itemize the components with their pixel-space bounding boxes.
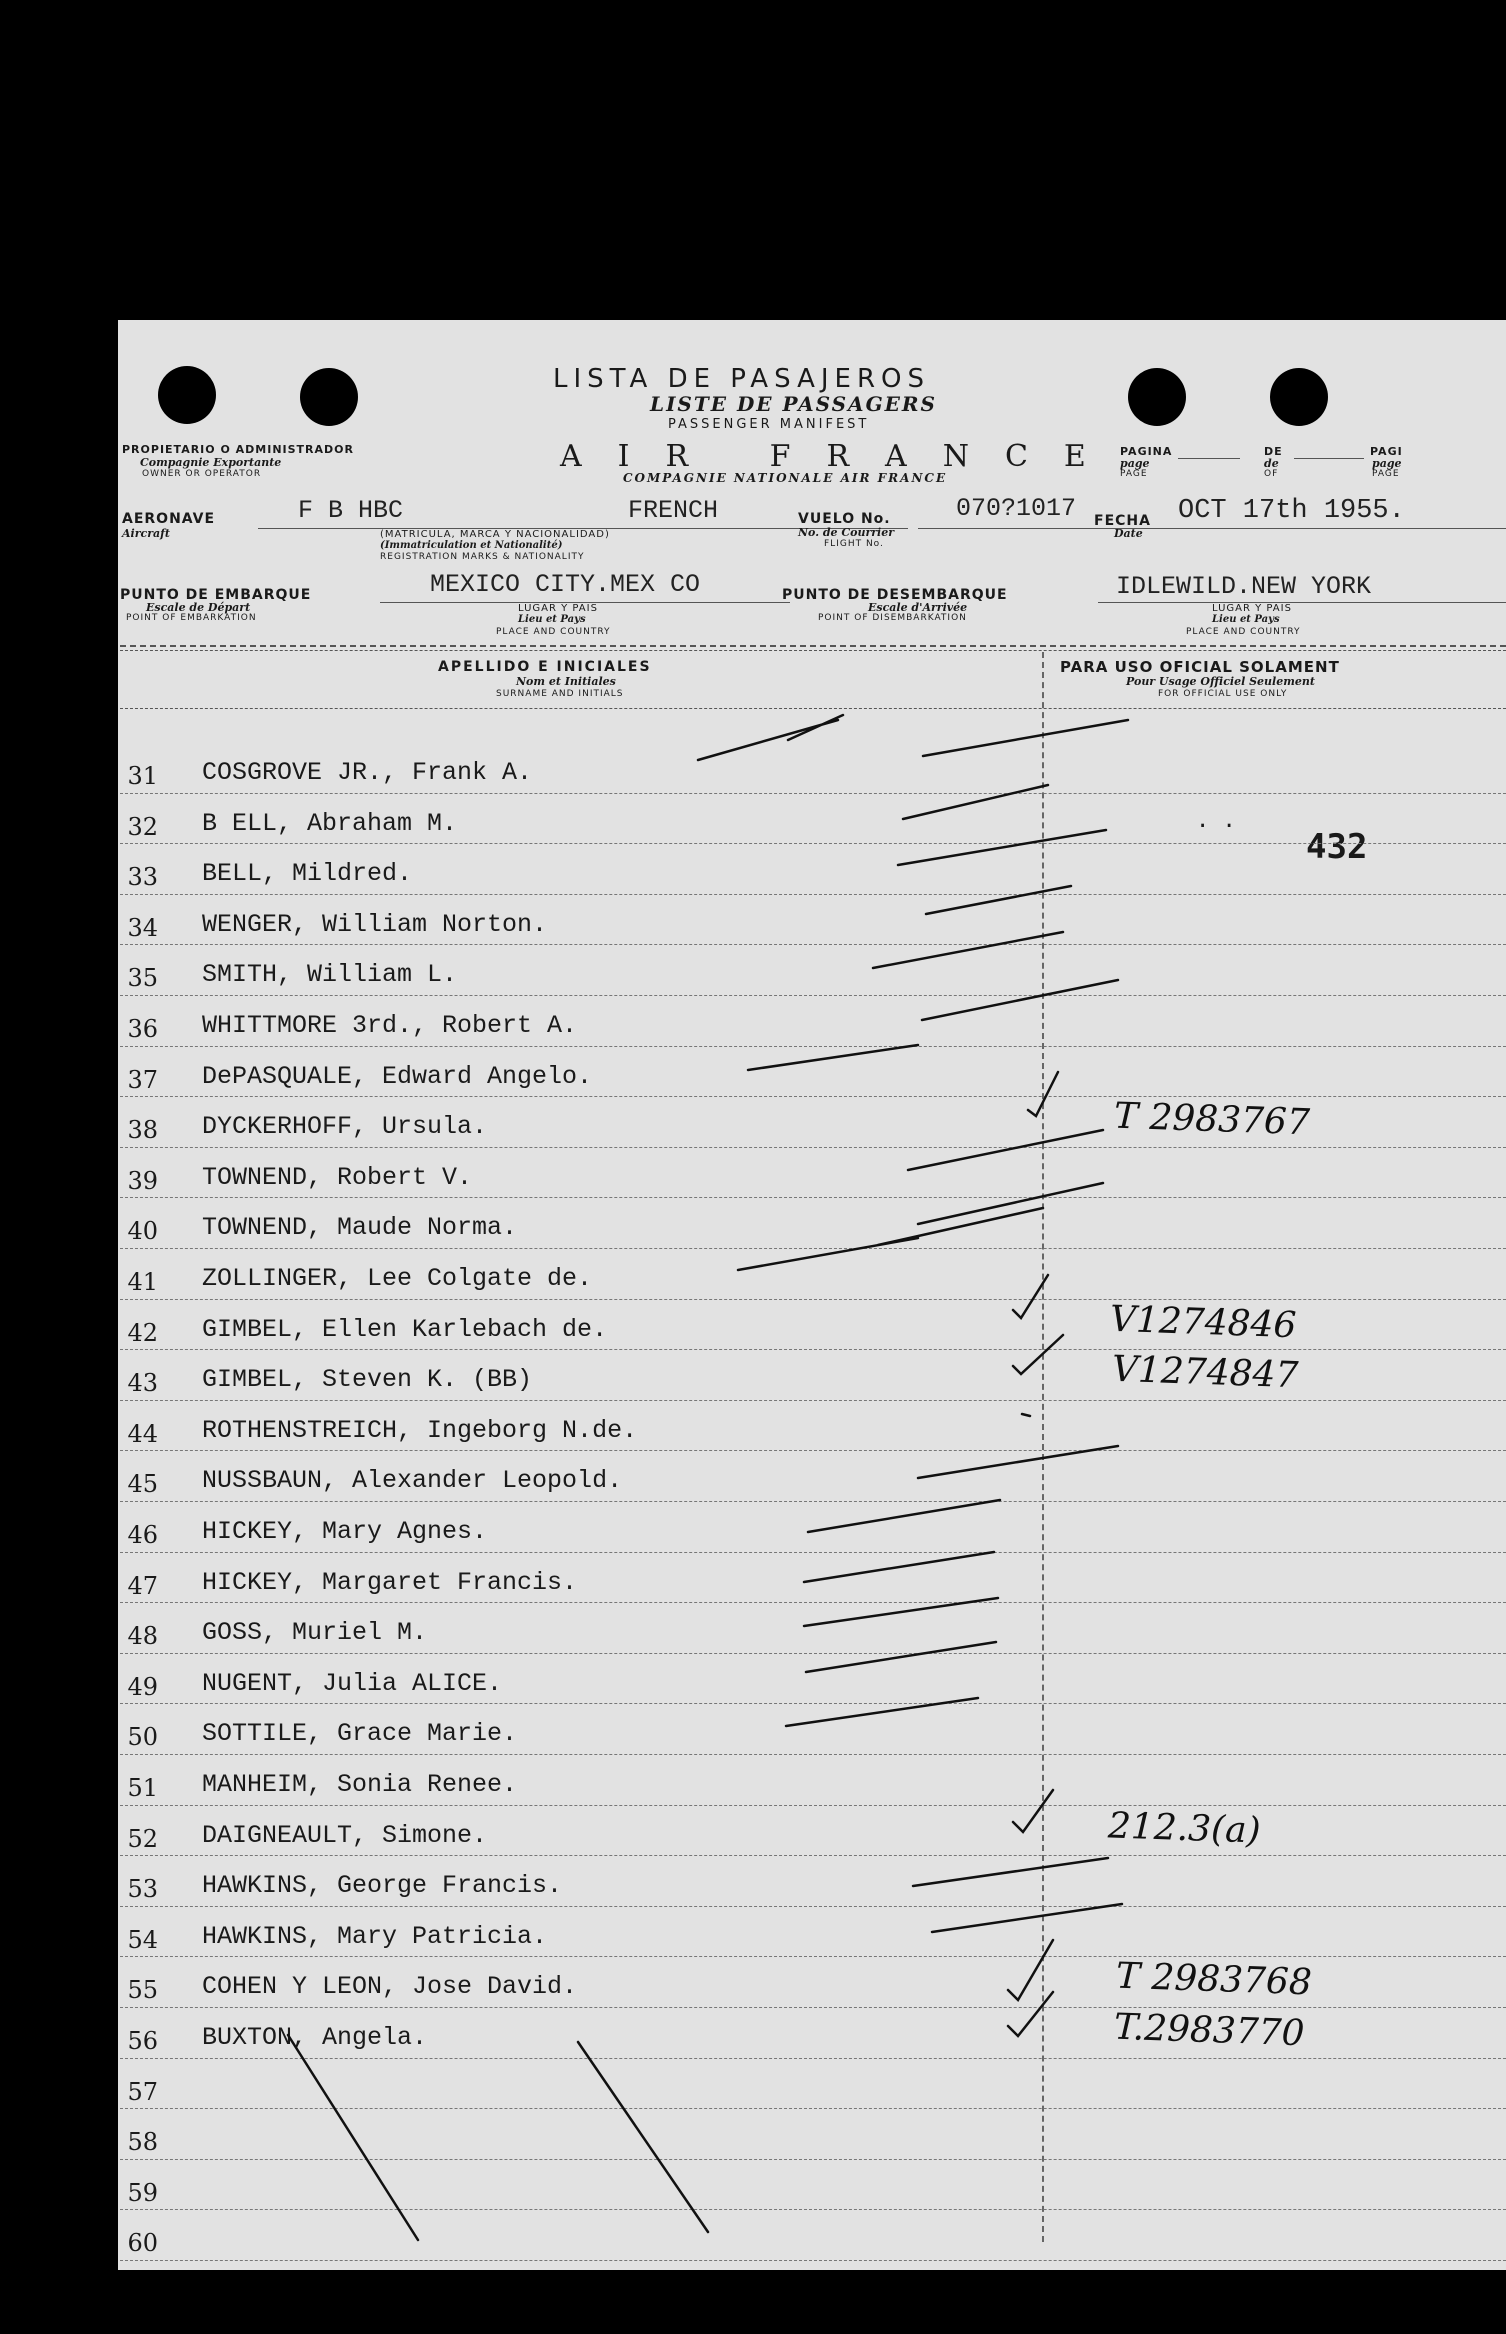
passenger-name: SOTTILE, Grace Marie.	[202, 1719, 518, 1749]
aircraft-nationality: FRENCH	[628, 496, 719, 525]
column-name-fr: Nom et Initiales	[516, 675, 616, 688]
disembark-place: IDLEWILD.NEW YORK	[1116, 572, 1372, 601]
official-note: T 2983767	[1113, 1095, 1311, 1144]
handwritten-marks	[118, 320, 1506, 2270]
passenger-name: ROTHENSTREICH, Ingeborg N.de.	[202, 1415, 638, 1445]
row-number: 46	[127, 1521, 158, 1549]
column-official-en: FOR OFFICIAL USE ONLY	[1158, 689, 1288, 699]
passenger-name: DePASQUALE, Edward Angelo.	[202, 1061, 593, 1091]
row-number: 32	[127, 812, 158, 841]
official-note: V1274846	[1109, 1298, 1298, 1346]
row-number: 39	[127, 1166, 158, 1195]
passenger-name: DAIGNEAULT, Simone.	[202, 1820, 488, 1850]
flight-label-fr: No. de Courrier	[798, 526, 895, 539]
passenger-name: COSGROVE JR., Frank A.	[202, 758, 533, 787]
row-number: 31	[127, 762, 158, 790]
flight-label-es: VUELO No.	[798, 511, 891, 527]
row-number: 47	[127, 1571, 158, 1600]
airline-name: AIR FRANCE	[560, 439, 1122, 474]
disembark-label-en: POINT OF DISEMBARKATION	[818, 613, 967, 623]
passenger-name: DYCKERHOFF, Ursula.	[202, 1112, 488, 1142]
manifest-title-en: PASSENGER MANIFEST	[668, 417, 870, 432]
disembark-label-es: PUNTO DE DESEMBARQUE	[782, 587, 1008, 603]
row-number: 50	[127, 1723, 158, 1752]
embark-label-es: PUNTO DE EMBARQUE	[120, 587, 312, 603]
passenger-name: WENGER, William Norton.	[202, 909, 548, 939]
embark-place-es: LUGAR Y PAIS	[518, 603, 598, 614]
passenger-name: HAWKINS, George Francis.	[202, 1871, 563, 1901]
row-number: 34	[127, 913, 158, 942]
disembark-place-es: LUGAR Y PAIS	[1212, 603, 1292, 614]
page-label-en: PAGE	[1120, 469, 1148, 479]
registration-label-es: (MATRICULA, MARCA Y NACIONALIDAD)	[380, 529, 610, 540]
official-note: V1274847	[1111, 1348, 1300, 1397]
embark-label-en: POINT OF EMBARKATION	[126, 613, 257, 623]
row-number: 48	[127, 1622, 158, 1651]
passenger-name: TOWNEND, Robert V.	[202, 1162, 473, 1192]
column-name-es: APELLIDO E INICIALES	[438, 659, 652, 675]
column-name-en: SURNAME AND INITIALS	[496, 689, 624, 699]
date-label-fr: Date	[1114, 527, 1143, 540]
official-note: 212.3(a)	[1107, 1804, 1262, 1852]
row-number: 42	[127, 1318, 158, 1347]
of-label-es: DE	[1264, 445, 1283, 458]
row-number: 58	[127, 2128, 158, 2157]
passenger-name: HAWKINS, Mary Patricia.	[202, 1921, 548, 1951]
owner-label-es: PROPIETARIO O ADMINISTRADOR	[122, 443, 354, 456]
aircraft-label-es: AERONAVE	[122, 511, 216, 527]
passenger-name: SMITH, William L.	[202, 960, 458, 990]
manifest-title-fr: LISTE DE PASSAGERS	[650, 392, 937, 416]
row-number: 52	[127, 1824, 158, 1853]
row-number: 38	[127, 1116, 158, 1145]
flight-label-en: FLIGHT No.	[824, 539, 884, 549]
row-number: 57	[127, 2077, 158, 2106]
of-label-fr: de	[1264, 457, 1279, 470]
row-number: 59	[127, 2178, 158, 2207]
row-number: 36	[127, 1015, 158, 1043]
registration-label-en: REGISTRATION MARKS & NATIONALITY	[380, 552, 585, 562]
official-note: T.2983770	[1113, 2006, 1306, 2055]
passenger-name: COHEN Y LEON, Jose David.	[202, 1972, 578, 2002]
row-number: 33	[127, 863, 158, 892]
column-official-fr: Pour Usage Officiel Seulement	[1126, 675, 1315, 688]
row-number: 55	[127, 1976, 158, 2005]
row-number: 53	[127, 1875, 158, 1904]
page-label-es: PAGINA	[1120, 445, 1173, 458]
passenger-name: NUSSBAUN, Alexander Leopold.	[202, 1466, 623, 1496]
passenger-name: WHITTMORE 3rd., Robert A.	[202, 1011, 578, 1040]
passenger-name: HICKEY, Mary Agnes.	[202, 1517, 488, 1546]
row-number: 54	[127, 1925, 158, 1954]
pages-label-en: PAGE	[1372, 469, 1400, 479]
flight-date: OCT 17th 1955.	[1178, 496, 1405, 526]
registration-label-fr: (Immatriculation et Nationalité)	[380, 540, 563, 551]
manifest-sheet	[118, 320, 1506, 2270]
stamp-number: 432	[1306, 827, 1368, 867]
passenger-name: GOSS, Muriel M.	[202, 1618, 428, 1648]
airline-subtitle: COMPAGNIE NATIONALE AIR FRANCE	[623, 471, 948, 485]
aircraft-registration: F B HBC	[298, 496, 404, 525]
embark-label-fr: Escale de Départ	[146, 601, 251, 614]
manifest-title: LISTA DE PASAJEROS	[553, 364, 930, 394]
passenger-name: ZOLLINGER, Lee Colgate de.	[202, 1264, 593, 1293]
page-label-fr: page	[1120, 457, 1150, 470]
row-number: 45	[127, 1470, 158, 1499]
passenger-name: BELL, Mildred.	[202, 859, 413, 889]
row-number: 35	[127, 964, 158, 993]
row-number: 49	[127, 1672, 158, 1701]
row-number: 56	[127, 2027, 158, 2055]
owner-label-en: OWNER OR OPERATOR	[142, 469, 262, 479]
passenger-name: HICKEY, Margaret Francis.	[202, 1567, 578, 1597]
column-official-es: PARA USO OFICIAL SOLAMENT	[1060, 658, 1340, 676]
date-label-es: FECHA	[1094, 513, 1151, 529]
passenger-name: BUXTON, Angela.	[202, 2023, 428, 2052]
row-number: 41	[127, 1268, 158, 1296]
passenger-name: GIMBEL, Steven K. (BB)	[202, 1365, 533, 1395]
pages-label-es: PAGI	[1370, 445, 1403, 458]
embark-place-en: PLACE AND COUNTRY	[496, 627, 611, 637]
dots-mark: · ·	[1196, 814, 1236, 839]
row-number: 37	[127, 1065, 158, 1094]
passenger-name: TOWNEND, Maude Norma.	[202, 1213, 518, 1243]
embark-place-fr: Lieu et Pays	[518, 614, 586, 625]
row-number: 51	[127, 1774, 158, 1802]
passenger-name: MANHEIM, Sonia Renee.	[202, 1770, 518, 1799]
row-number: 43	[127, 1369, 158, 1398]
disembark-label-fr: Escale d'Arrivée	[868, 601, 968, 614]
row-number: 44	[127, 1419, 158, 1448]
flight-number: 070?1017	[956, 494, 1077, 523]
official-note: T 2983768	[1115, 1955, 1313, 2004]
row-number: 40	[127, 1217, 158, 1246]
passenger-name: B ELL, Abraham M.	[202, 808, 458, 838]
owner-label-fr: Compagnie Exportante	[140, 456, 282, 469]
embark-place: MEXICO CITY.MEX CO	[430, 570, 701, 599]
aircraft-label-fr: Aircraft	[122, 527, 170, 540]
pages-label-fr: page	[1372, 457, 1402, 470]
passenger-name: GIMBEL, Ellen Karlebach de.	[202, 1314, 608, 1344]
row-number: 60	[127, 2229, 158, 2258]
disembark-place-fr: Lieu et Pays	[1212, 614, 1280, 625]
of-label-en: OF	[1264, 469, 1279, 479]
passenger-name: NUGENT, Julia ALICE.	[202, 1668, 503, 1698]
disembark-place-en: PLACE AND COUNTRY	[1186, 627, 1301, 637]
